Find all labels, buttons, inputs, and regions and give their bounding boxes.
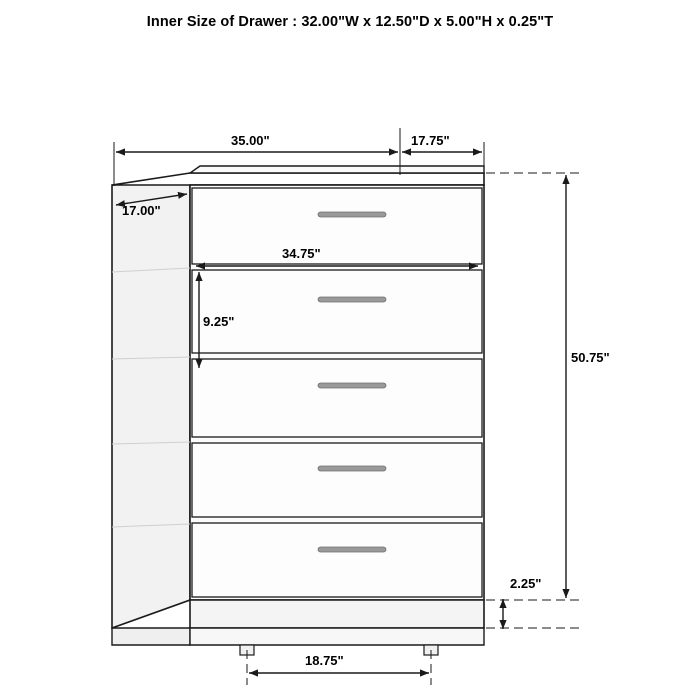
dim-label-side-depth: 17.00" (122, 203, 161, 218)
drawer-handle (318, 547, 386, 552)
dim-label-top-width: 35.00" (231, 133, 270, 148)
page-title: Inner Size of Drawer : 32.00"W x 12.50"D x 5.00"H x 0.25"T (146, 14, 554, 30)
dim-label-base-height: 2.25" (510, 576, 542, 591)
drawer-handle (318, 383, 386, 388)
dim-label-drawer-height: 9.25" (203, 314, 235, 329)
dim-label-drawer-width: 34.75" (282, 246, 321, 261)
dim-label-overall-height: 50.75" (571, 350, 610, 365)
dim-label-top-side-depth: 17.75" (411, 133, 450, 148)
dim-label-foot-span: 18.75" (305, 653, 344, 668)
drawer-handle (318, 297, 386, 302)
drawer-handle (318, 212, 386, 217)
drawer-handle (318, 466, 386, 471)
